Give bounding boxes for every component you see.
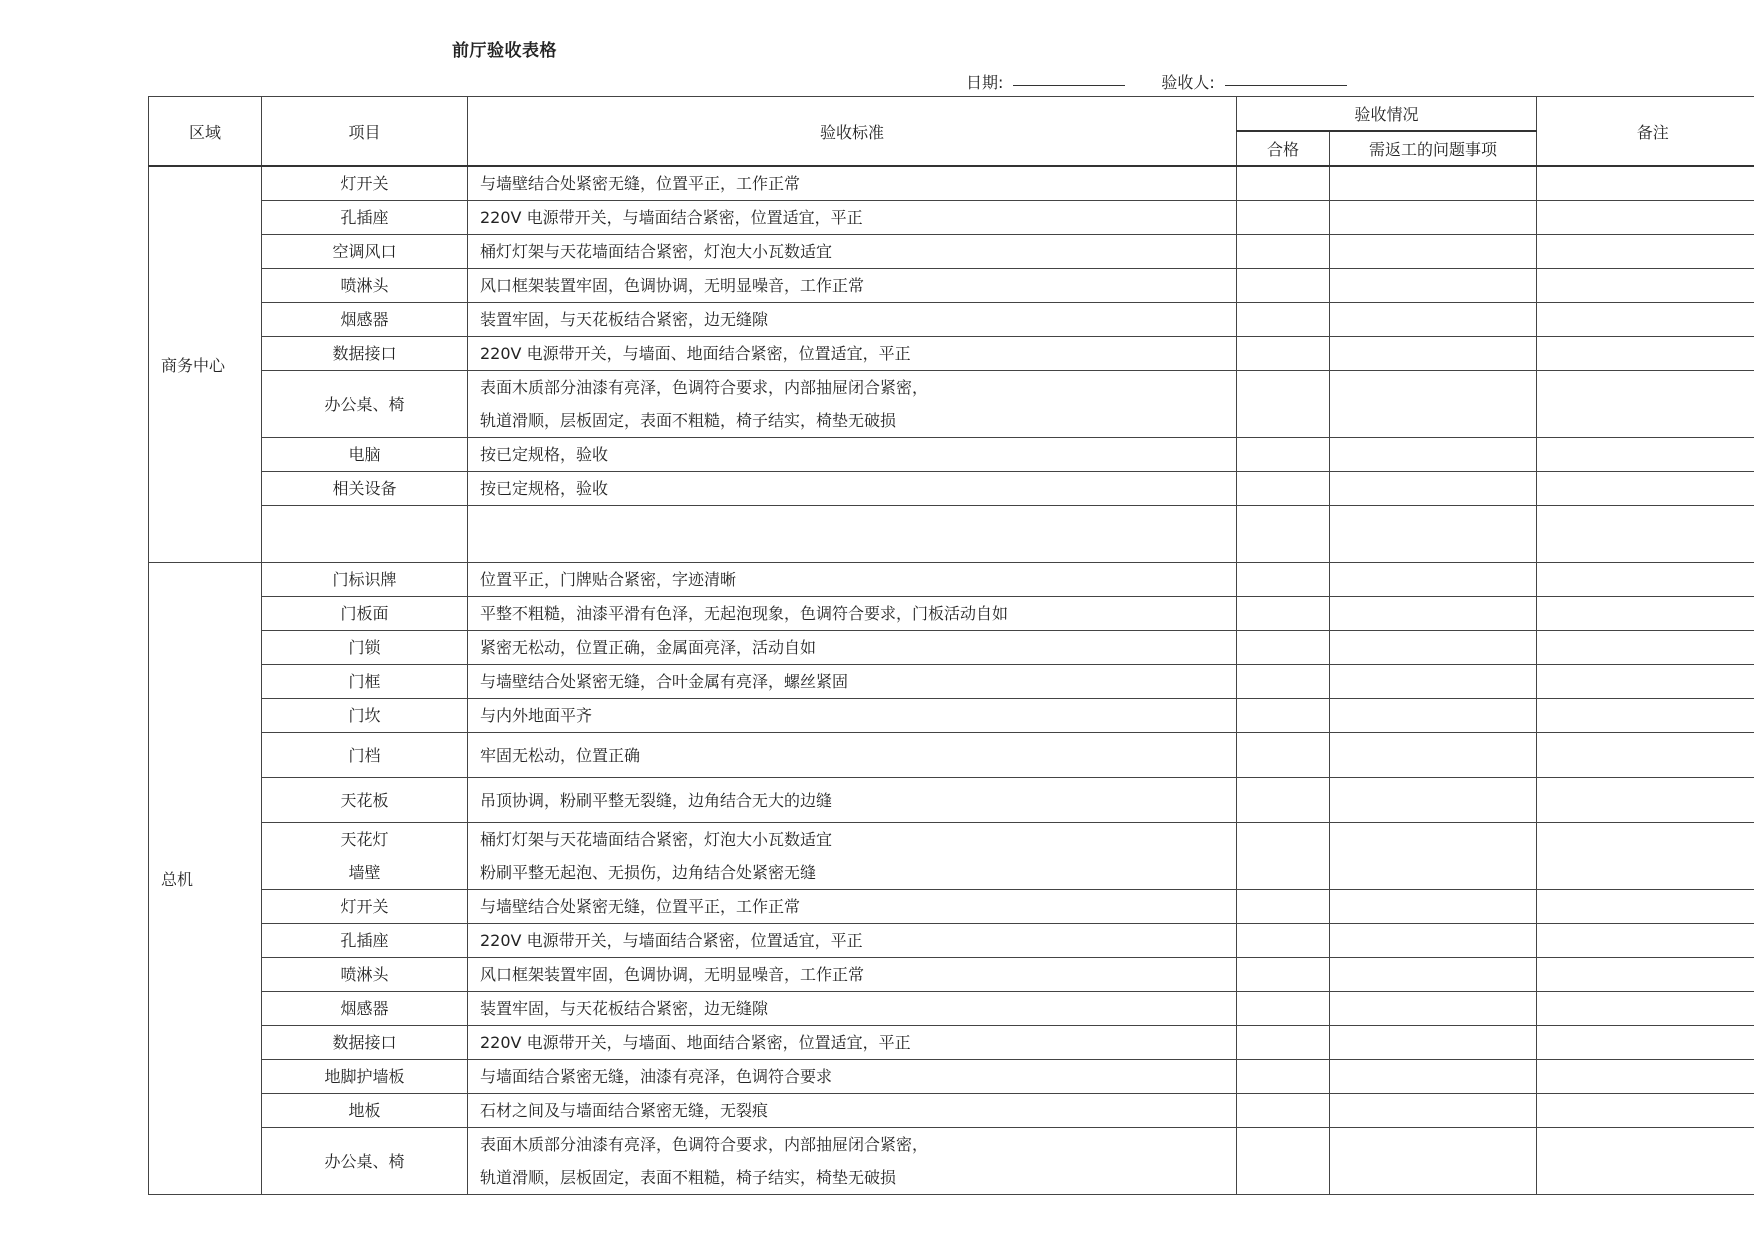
remark-cell[interactable]: [1537, 235, 1754, 269]
rework-cell[interactable]: [1330, 563, 1537, 597]
rework-cell[interactable]: [1330, 778, 1537, 823]
standard-text: 按已定规格，验收: [480, 445, 609, 464]
standard-text: 风口框架装置牢固，色调协调，无明显噪音，工作正常: [480, 965, 865, 984]
rework-cell[interactable]: [1330, 201, 1537, 235]
rework-cell[interactable]: [1330, 371, 1537, 438]
table-row: [149, 778, 1754, 823]
remark-cell[interactable]: [1537, 166, 1754, 201]
table-row: [149, 1128, 1754, 1195]
rework-cell[interactable]: [1330, 337, 1537, 371]
standard-text: 轨道滑顺，层板固定，表面不粗糙，椅子结实，椅垫无破损: [480, 1168, 897, 1187]
standard-cell: [468, 269, 1237, 303]
table-row: [149, 597, 1754, 631]
item-cell: [262, 371, 468, 438]
remark-cell[interactable]: [1537, 631, 1754, 665]
remark-cell[interactable]: [1537, 1060, 1754, 1094]
remark-cell[interactable]: [1537, 778, 1754, 823]
item-cell: [262, 1060, 468, 1094]
rework-cell[interactable]: [1330, 1060, 1537, 1094]
remark-cell[interactable]: [1537, 958, 1754, 992]
standard-cell: [468, 597, 1237, 631]
item-cell: [262, 472, 468, 506]
standard-cell: [468, 958, 1237, 992]
item-text: 门档: [348, 745, 381, 765]
header-status: 验收情况: [1237, 97, 1537, 132]
item-text: 门标识牌: [332, 570, 397, 589]
date-label: 日期:: [966, 73, 1004, 92]
pass-cell[interactable]: [1237, 269, 1330, 303]
item-text: 办公桌、椅: [324, 1151, 405, 1171]
pass-cell[interactable]: [1237, 890, 1330, 924]
inspector-field[interactable]: [1225, 71, 1347, 86]
item-cell: [262, 778, 468, 823]
item-cell: [262, 890, 468, 924]
item-cell: [262, 1128, 468, 1195]
remark-cell[interactable]: [1537, 201, 1754, 235]
item-cell: [262, 699, 468, 733]
table-row: [149, 1026, 1754, 1060]
header-pass: 合格: [1237, 131, 1330, 166]
standard-text: 装置牢固，与天花板结合紧密，边无缝隙: [480, 310, 769, 329]
item-cell: [262, 1026, 468, 1060]
item-cell: [262, 269, 468, 303]
table-row: [149, 890, 1754, 924]
standard-cell: [468, 733, 1237, 778]
pass-cell[interactable]: [1237, 472, 1330, 506]
remark-cell[interactable]: [1537, 699, 1754, 733]
item-text: 办公桌、椅: [324, 394, 405, 414]
item-cell: [262, 166, 468, 201]
standard-text: 与墙壁结合处紧密无缝，合叶金属有亮泽，螺丝紧固: [480, 672, 849, 691]
standard-cell: [468, 563, 1237, 597]
standard-cell: [468, 337, 1237, 371]
standard-cell: [468, 665, 1237, 699]
table-row: [149, 631, 1754, 665]
remark-cell[interactable]: [1537, 337, 1754, 371]
standard-text: 220V 电源带开关，与墙面、地面结合紧密，位置适宜，平正: [480, 344, 911, 363]
standard-cell: [468, 631, 1237, 665]
rework-cell[interactable]: [1330, 303, 1537, 337]
rework-cell[interactable]: [1330, 733, 1537, 778]
item-cell: [262, 506, 468, 563]
pass-cell[interactable]: [1237, 506, 1330, 563]
pass-cell[interactable]: [1237, 235, 1330, 269]
header-rework: 需返工的问题事项: [1330, 131, 1537, 166]
rework-cell[interactable]: [1330, 269, 1537, 303]
standard-text: 紧密无松动，位置正确，金属面亮泽，活动自如: [480, 638, 817, 657]
pass-cell[interactable]: [1237, 699, 1330, 733]
item-text: 空调风口: [332, 242, 397, 261]
pass-cell[interactable]: [1237, 1128, 1330, 1195]
remark-cell[interactable]: [1537, 890, 1754, 924]
item-cell: [262, 303, 468, 337]
item-text: 数据接口: [332, 344, 397, 363]
table-row: [149, 563, 1754, 597]
table-row: [149, 337, 1754, 371]
pass-cell[interactable]: [1237, 778, 1330, 823]
pass-cell[interactable]: [1237, 1026, 1330, 1060]
pass-cell[interactable]: [1237, 201, 1330, 235]
item-cell: [262, 631, 468, 665]
remark-cell[interactable]: [1537, 563, 1754, 597]
standard-text: 平整不粗糙，油漆平滑有色泽，无起泡现象，色调符合要求，门板活动自如: [480, 604, 1009, 623]
standard-cell: [468, 823, 1237, 890]
table-row: [149, 924, 1754, 958]
pass-cell[interactable]: [1237, 303, 1330, 337]
remark-cell[interactable]: [1537, 992, 1754, 1026]
item-cell: [262, 563, 468, 597]
rework-cell[interactable]: [1330, 958, 1537, 992]
item-text: 地脚护墙板: [324, 1067, 405, 1086]
header-area: 区域: [149, 97, 262, 167]
table-row: [149, 303, 1754, 337]
rework-cell[interactable]: [1330, 472, 1537, 506]
item-cell: [262, 665, 468, 699]
inspector-label: 验收人:: [1161, 73, 1215, 92]
rework-cell[interactable]: [1330, 1094, 1537, 1128]
remark-cell[interactable]: [1537, 924, 1754, 958]
table-row: [149, 1094, 1754, 1128]
pass-cell[interactable]: [1237, 992, 1330, 1026]
standard-text: 位置平正，门牌贴合紧密，字迹清晰: [480, 570, 737, 589]
area-cell: 商务中心: [149, 166, 262, 563]
remark-cell[interactable]: [1537, 665, 1754, 699]
header-remark: 备注: [1537, 97, 1754, 167]
rework-cell[interactable]: [1330, 235, 1537, 269]
standard-text: 牢固无松动，位置正确: [480, 745, 641, 765]
rework-cell[interactable]: [1330, 992, 1537, 1026]
item-cell: [262, 201, 468, 235]
item-cell: [262, 337, 468, 371]
standard-cell: [468, 924, 1237, 958]
item-text: 相关设备: [332, 479, 397, 498]
remark-cell[interactable]: [1537, 1128, 1754, 1195]
standard-text: 风口框架装置牢固，色调协调，无明显噪音，工作正常: [480, 276, 865, 295]
table-row: [149, 823, 1754, 890]
standard-text: 表面木质部分油漆有亮泽，色调符合要求，内部抽屉闭合紧密，: [480, 1135, 929, 1154]
standard-text: 220V 电源带开关，与墙面结合紧密，位置适宜，平正: [480, 931, 863, 950]
table-row: [149, 166, 1754, 201]
standard-cell: [468, 303, 1237, 337]
pass-cell[interactable]: [1237, 958, 1330, 992]
pass-cell[interactable]: [1237, 631, 1330, 665]
item-text: 天花板: [340, 790, 389, 810]
item-cell: [262, 958, 468, 992]
item-text: 孔插座: [340, 931, 389, 950]
standard-cell: [468, 438, 1237, 472]
rework-cell[interactable]: [1330, 924, 1537, 958]
table-row: [149, 506, 1754, 563]
form-title: 前厅验收表格: [452, 41, 557, 61]
standard-cell: [468, 201, 1237, 235]
remark-cell[interactable]: [1537, 303, 1754, 337]
table-row: [149, 472, 1754, 506]
date-field[interactable]: [1013, 71, 1125, 86]
item-text: 门锁: [348, 638, 381, 657]
item-text: 烟感器: [340, 310, 389, 329]
table-row: [149, 371, 1754, 438]
pass-cell[interactable]: [1237, 1060, 1330, 1094]
standard-text: 与墙壁结合处紧密无缝，位置平正，工作正常: [480, 897, 801, 916]
remark-cell[interactable]: [1537, 733, 1754, 778]
standard-text: 轨道滑顺，层板固定，表面不粗糙，椅子结实，椅垫无破损: [480, 411, 897, 430]
acceptance-table: [148, 96, 1754, 1195]
standard-cell: [468, 890, 1237, 924]
rework-cell[interactable]: [1330, 699, 1537, 733]
rework-cell[interactable]: [1330, 1128, 1537, 1195]
standard-cell: [468, 778, 1237, 823]
item-cell: [262, 438, 468, 472]
item-text: 门框: [348, 672, 381, 691]
item-cell: [262, 733, 468, 778]
item-text: 灯开关: [340, 897, 389, 916]
rework-cell[interactable]: [1330, 506, 1537, 563]
standard-cell: [468, 1060, 1237, 1094]
remark-cell[interactable]: [1537, 472, 1754, 506]
standard-text: 桶灯灯架与天花墙面结合紧密，灯泡大小瓦数适宜: [480, 242, 833, 261]
rework-cell[interactable]: [1330, 597, 1537, 631]
pass-cell[interactable]: [1237, 563, 1330, 597]
standard-text: 与内外地面平齐: [480, 706, 593, 725]
pass-cell[interactable]: [1237, 665, 1330, 699]
standard-text: 吊顶协调，粉刷平整无裂缝，边角结合无大的边缝: [480, 790, 833, 810]
pass-cell[interactable]: [1237, 733, 1330, 778]
rework-cell[interactable]: [1330, 823, 1537, 890]
item-text: 天花灯: [340, 830, 389, 849]
standard-cell: [468, 166, 1237, 201]
item-cell: [262, 597, 468, 631]
rework-cell[interactable]: [1330, 631, 1537, 665]
item-cell: [262, 823, 468, 890]
remark-cell[interactable]: [1537, 823, 1754, 890]
item-text: 数据接口: [332, 1033, 397, 1052]
item-cell: [262, 992, 468, 1026]
remark-cell[interactable]: [1537, 1094, 1754, 1128]
item-text: 地板: [348, 1101, 381, 1120]
pass-cell[interactable]: [1237, 823, 1330, 890]
pass-cell[interactable]: [1237, 371, 1330, 438]
pass-cell[interactable]: [1237, 337, 1330, 371]
item-text: 孔插座: [340, 208, 389, 227]
table-row: [149, 665, 1754, 699]
header-item: 项目: [262, 97, 468, 167]
remark-cell[interactable]: [1537, 1026, 1754, 1060]
item-text: 门板面: [340, 604, 389, 623]
pass-cell[interactable]: [1237, 1094, 1330, 1128]
table-body: [149, 166, 1754, 1195]
remark-cell[interactable]: [1537, 506, 1754, 563]
pass-cell[interactable]: [1237, 597, 1330, 631]
item-text: 灯开关: [340, 174, 389, 193]
rework-cell[interactable]: [1330, 1026, 1537, 1060]
item-text: 喷淋头: [340, 965, 389, 984]
area-cell: 总机: [149, 563, 262, 1195]
table-row: [149, 269, 1754, 303]
table-row: [149, 201, 1754, 235]
header-standard: 验收标准: [468, 97, 1237, 167]
rework-cell[interactable]: [1330, 166, 1537, 201]
standard-text: 与墙面结合紧密无缝，油漆有亮泽，色调符合要求: [480, 1067, 833, 1086]
remark-cell[interactable]: [1537, 438, 1754, 472]
remark-cell[interactable]: [1537, 371, 1754, 438]
table-row: [149, 958, 1754, 992]
table-row: [149, 235, 1754, 269]
rework-cell[interactable]: [1330, 665, 1537, 699]
standard-text: 粉刷平整无起泡、无损伤，边角结合处紧密无缝: [480, 863, 817, 882]
standard-cell: [468, 1128, 1237, 1195]
standard-text: 桶灯灯架与天花墙面结合紧密，灯泡大小瓦数适宜: [480, 830, 833, 849]
item-text: 喷淋头: [340, 276, 389, 295]
table-row: [149, 438, 1754, 472]
form-meta: [966, 70, 1347, 93]
pass-cell[interactable]: [1237, 166, 1330, 201]
remark-cell[interactable]: [1537, 597, 1754, 631]
standard-cell: [468, 699, 1237, 733]
standard-cell: [468, 1026, 1237, 1060]
item-text: 门坎: [348, 706, 381, 725]
pass-cell[interactable]: [1237, 438, 1330, 472]
standard-text: 220V 电源带开关，与墙面结合紧密，位置适宜，平正: [480, 208, 863, 227]
item-text: 电脑: [348, 445, 381, 464]
item-text: 烟感器: [340, 999, 389, 1018]
remark-cell[interactable]: [1537, 269, 1754, 303]
item-text: 墙壁: [348, 863, 381, 882]
standard-text: 按已定规格，验收: [480, 479, 609, 498]
rework-cell[interactable]: [1330, 438, 1537, 472]
standard-text: 石材之间及与墙面结合紧密无缝，无裂痕: [480, 1101, 769, 1120]
standard-text: 220V 电源带开关，与墙面、地面结合紧密，位置适宜，平正: [480, 1033, 911, 1052]
rework-cell[interactable]: [1330, 890, 1537, 924]
standard-text: 与墙壁结合处紧密无缝，位置平正，工作正常: [480, 174, 801, 193]
standard-cell: [468, 235, 1237, 269]
item-cell: [262, 1094, 468, 1128]
item-cell: [262, 235, 468, 269]
table-row: [149, 699, 1754, 733]
standard-text: 装置牢固，与天花板结合紧密，边无缝隙: [480, 999, 769, 1018]
table-row: [149, 992, 1754, 1026]
standard-cell: [468, 472, 1237, 506]
standard-cell: [468, 371, 1237, 438]
standard-text: 表面木质部分油漆有亮泽，色调符合要求，内部抽屉闭合紧密，: [480, 378, 929, 397]
standard-cell: [468, 506, 1237, 563]
table-row: [149, 733, 1754, 778]
standard-cell: [468, 1094, 1237, 1128]
pass-cell[interactable]: [1237, 924, 1330, 958]
table-row: [149, 1060, 1754, 1094]
standard-cell: [468, 992, 1237, 1026]
item-cell: [262, 924, 468, 958]
